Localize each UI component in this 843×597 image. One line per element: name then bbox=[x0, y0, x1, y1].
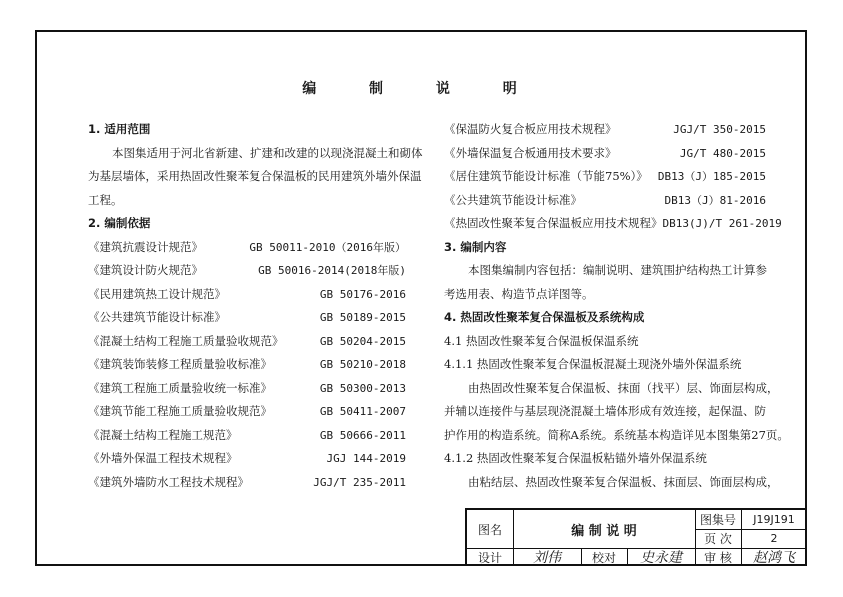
label-design: 设计 bbox=[477, 550, 502, 565]
section-2-heading: 2. 编制依据 bbox=[88, 216, 151, 230]
subsection-4-1-1: 4.1.1 热固改性聚苯复合保温板混凝土现浇外墙外保温系统 bbox=[444, 357, 742, 371]
standard-name: 《建筑节能工程施工质量验收规范》 bbox=[88, 404, 272, 418]
atlas-number: J19J191 bbox=[753, 513, 795, 526]
standard-name: 《公共建筑节能设计标准》 bbox=[88, 310, 226, 324]
label-atlas-number: 图集号 bbox=[699, 513, 736, 527]
standard-name: 《建筑抗震设计规范》 bbox=[88, 239, 203, 254]
standard-code: GB 50204-2015 bbox=[319, 334, 406, 348]
right-column bbox=[444, 118, 789, 494]
standard-row bbox=[88, 471, 406, 495]
subsection-text: 由粘结层、热固改性聚苯复合保温板、抹面层、饰面层构成， bbox=[468, 474, 779, 489]
standard-code: DB13（J）81-2016 bbox=[664, 193, 766, 207]
standard-row bbox=[444, 212, 782, 236]
section-3-heading: 3. 编制内容 bbox=[444, 239, 507, 254]
subsection-text: 并辅以连接件与基层现浇混凝土墙体形成有效连接，起保温、防 bbox=[444, 404, 766, 418]
drawing-name: 编 制 说 明 bbox=[571, 523, 637, 539]
standard-code: GB 50210-2018 bbox=[319, 358, 406, 371]
standard-row bbox=[88, 377, 406, 401]
section-3-text: 本图集编制内容包括：编制说明、建筑围护结构热工计算参 bbox=[468, 263, 767, 277]
standard-code: JG/T 480-2015 bbox=[679, 146, 766, 160]
standard-name: 《混凝土结构工程施工质量验收规范》 bbox=[88, 333, 284, 348]
standard-name: 《建筑工程施工质量验收统一标准》 bbox=[88, 380, 272, 395]
subsection-4-1-2: 4.1.2 热固改性聚苯复合保温板粘锚外墙外保温系统 bbox=[444, 451, 707, 465]
standard-name: 《民用建筑热工设计规范》 bbox=[88, 286, 226, 301]
standard-row bbox=[444, 118, 766, 142]
standard-name: 《建筑设计防火规范》 bbox=[88, 263, 203, 277]
subsection-text: 由热固改性聚苯复合保温板、抹面（找平）层、饰面层构成， bbox=[468, 380, 779, 395]
standard-name: 《公共建筑节能设计标准》 bbox=[444, 192, 582, 207]
standard-code: GB 50176-2016 bbox=[319, 287, 406, 301]
label-drawing-name: 图名 bbox=[477, 522, 502, 537]
designer-signature: 刘伟 bbox=[533, 550, 561, 566]
title-block bbox=[465, 508, 807, 566]
standard-code: GB 50011-2010（2016年版） bbox=[249, 240, 406, 254]
standard-name: 《建筑外墙防水工程技术规程》 bbox=[88, 474, 249, 489]
standard-row bbox=[444, 189, 766, 213]
standard-row bbox=[88, 400, 406, 424]
standard-row bbox=[88, 330, 406, 354]
section-1-text: 工程。 bbox=[88, 192, 123, 207]
standard-code: DB13(J)/T 261-2019 bbox=[662, 217, 782, 230]
page-number: 2 bbox=[770, 532, 778, 545]
section-1-text: 为基层墙体，采用热固改性聚苯复合保温板的民用建筑外墙外保温 bbox=[88, 169, 422, 183]
left-column bbox=[88, 118, 423, 494]
standard-row bbox=[88, 447, 406, 471]
standard-name: 《热固改性聚苯复合保温板应用技术规程》 bbox=[444, 216, 663, 230]
standard-code: JGJ/T 350-2015 bbox=[673, 123, 766, 136]
section-1-heading: 1. 适用范围 bbox=[88, 122, 151, 136]
standard-code: GB 50016-2014(2018年版) bbox=[258, 264, 406, 277]
standard-name: 《保温防火复合板应用技术规程》 bbox=[444, 122, 617, 136]
standard-row bbox=[88, 283, 406, 307]
subsection-text: 护作用的构造系统。简称A系统。系统基本构造详见本图集第27页。 bbox=[444, 427, 789, 442]
checker-signature: 史永建 bbox=[640, 550, 682, 566]
standard-name: 《外墙外保温工程技术规程》 bbox=[88, 451, 238, 465]
standard-code: JGJ 144-2019 bbox=[326, 452, 406, 465]
standard-code: DB13（J）185-2015 bbox=[657, 170, 766, 183]
label-page: 页 次 bbox=[704, 532, 732, 546]
standard-code: GB 50300-2013 bbox=[319, 381, 406, 395]
reviewer-signature: 赵鸿飞 bbox=[753, 550, 795, 566]
standard-code: GB 50666-2011 bbox=[319, 428, 406, 442]
label-check: 校对 bbox=[591, 550, 616, 565]
standard-row bbox=[88, 306, 406, 330]
standard-name: 《混凝土结构工程施工规范》 bbox=[88, 427, 238, 442]
page-title: 编 制 说 明 bbox=[302, 81, 541, 97]
subsection-4-1: 4.1 热固改性聚苯复合保温板保温系统 bbox=[444, 333, 639, 348]
standard-row bbox=[88, 236, 406, 260]
standard-code: GB 50411-2007 bbox=[319, 405, 406, 418]
standard-row bbox=[444, 165, 766, 189]
standard-row bbox=[444, 142, 766, 166]
label-review: 审 核 bbox=[704, 550, 732, 565]
standard-row bbox=[88, 424, 406, 448]
standard-code: JGJ/T 235-2011 bbox=[313, 475, 406, 489]
section-3-text: 考选用表、构造节点详图等。 bbox=[444, 286, 594, 301]
section-4-heading: 4. 热固改性聚苯复合保温板及系统构成 bbox=[444, 310, 645, 324]
standard-name: 《外墙保温复合板通用技术要求》 bbox=[444, 145, 617, 160]
standard-name: 《建筑装饰装修工程质量验收标准》 bbox=[88, 357, 272, 371]
standard-name: 《居住建筑节能设计标准（节能75%）》 bbox=[444, 169, 648, 183]
section-1-text: 本图集适用于河北省新建、扩建和改建的以现浇混凝土和砌体 bbox=[112, 145, 423, 160]
standard-row bbox=[88, 353, 406, 377]
standard-row bbox=[88, 259, 406, 283]
standard-code: GB 50189-2015 bbox=[319, 311, 406, 324]
